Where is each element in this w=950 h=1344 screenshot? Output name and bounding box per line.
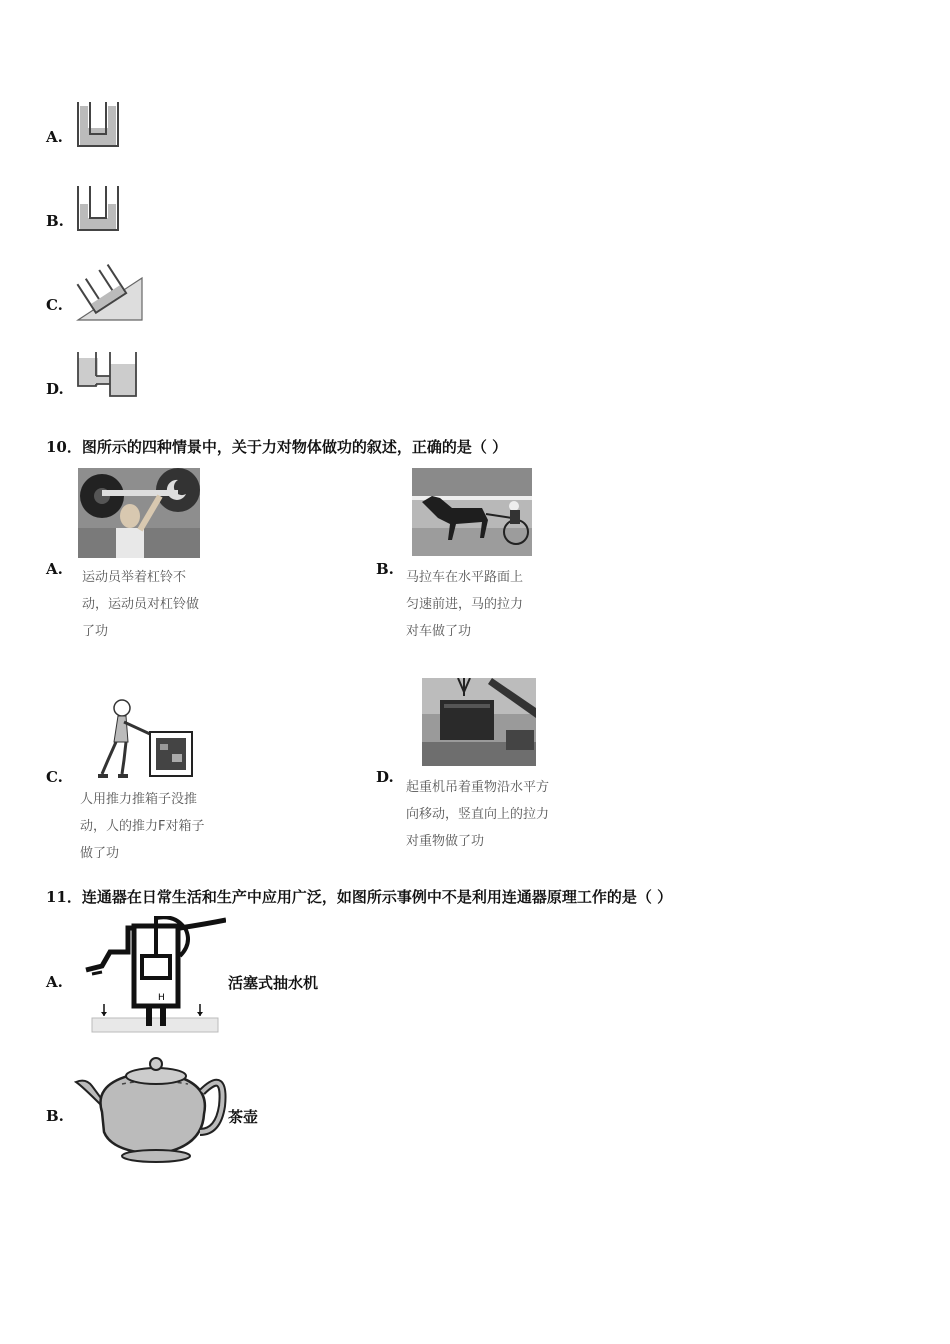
option-caption: 运动员举着杠铃不动，运动员对杠铃做了功 [82,570,200,639]
u-tube-figure-a [74,100,122,150]
teapot-figure [72,1052,228,1166]
option-label: A. [46,560,63,578]
pump-marker-text: H [158,993,165,1003]
option-label: B. [376,560,394,578]
option-name: 活塞式抽水机 [228,974,319,992]
question-11-title: 11．连通器在日常生活和生产中应用广泛，如图所示事例中不是利用连通器原理工作的是（ ） [46,888,673,906]
option-caption: 起重机吊着重物沿水平方向移动，竖直向上的拉力对重物做了功 [406,780,550,849]
piston-pump-figure [76,916,226,1034]
crane-photo [422,678,536,766]
option-label: A. [46,128,63,146]
option-label: D. [376,768,394,786]
u-tube-figure-b [74,184,122,234]
horse-cart-photo [412,468,532,556]
option-label: C. [46,296,63,314]
question-10-title: 10．图所示的四种情景中，关于力对物体做功的叙述，正确的是（ ） [46,438,508,456]
tilted-u-tube-figure [74,264,146,324]
connected-vessels-figure [74,350,140,400]
option-label: B. [46,1107,64,1125]
weightlifter-photo [78,468,200,558]
option-label: B. [46,212,64,230]
option-name: 茶壶 [228,1108,259,1126]
option-caption: 马拉车在水平路面上匀速前进，马的拉力对车做了功 [406,570,524,639]
option-label: C. [46,768,63,786]
pushing-box-figure [94,694,198,784]
option-label: A. [46,973,63,991]
option-label: D. [46,380,64,398]
option-caption: 人用推力推箱子没推动，人的推力F对箱子做了功 [80,792,205,861]
